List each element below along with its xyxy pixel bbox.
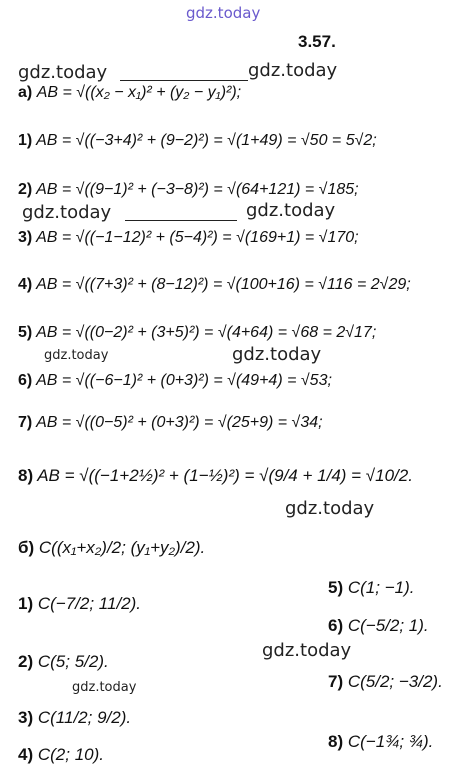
item-text: C(−7/2; 11/2). (37, 594, 142, 613)
item-text: C(5; 5/2). (37, 652, 109, 671)
formula-text: C((x₁+x₂)/2; (y₁+y₂)/2). (38, 538, 206, 557)
item-number: 8) (328, 732, 344, 751)
part-b-item-6 (328, 616, 429, 636)
underline-decoration (120, 80, 248, 81)
item-text: AB = √((7+3)² + (8−12)²) = √(100+16) = √116 = 2√29; (36, 276, 411, 293)
part-a-item-2 (18, 181, 359, 199)
item-text: C(−1¾; ¾). (347, 732, 434, 751)
watermark: gdz.today (262, 640, 352, 661)
part-a-item-1 (18, 132, 377, 150)
part-b-item-2 (18, 652, 109, 672)
item-text: AB = √((0−2)² + (3+5)²) = √(4+64) = √68 = 2√17; (36, 324, 377, 341)
item-text: AB = √((−1−12)² + (5−4)²) = √(169+1) = √170; (36, 229, 359, 246)
watermark: gdz.today (285, 498, 375, 519)
item-number: 2) (18, 181, 33, 198)
item-number: 7) (18, 414, 33, 431)
part-b-item-5 (328, 578, 414, 598)
part-b-item-1 (18, 594, 141, 614)
part-b-label: б) (18, 538, 35, 557)
item-number: 7) (328, 672, 344, 691)
item-text: AB = √((9−1)² + (−3−8)²) = √(64+121) = √185; (36, 181, 359, 198)
item-number: 8) (18, 466, 34, 485)
watermark: gdz.today (246, 200, 336, 221)
item-text: C(−5/2; 1). (347, 616, 429, 635)
part-a-formula (18, 84, 241, 102)
item-text: AB = √((0−5)² + (0+3)²) = √(25+9) = √34; (36, 414, 323, 431)
part-b-item-7 (328, 672, 443, 692)
underline-decoration (125, 220, 237, 221)
item-number: 3) (18, 708, 34, 727)
part-b-item-4 (18, 745, 104, 765)
part-b-item-3 (18, 708, 131, 728)
item-text: C(5/2; −3/2). (347, 672, 443, 691)
item-text: C(1; −1). (347, 578, 415, 597)
item-number: 4) (18, 745, 34, 764)
item-number: 5) (18, 324, 33, 341)
exercise-number: 3.57. (298, 32, 336, 51)
part-a-item-8 (18, 466, 413, 486)
item-text: AB = √((−3+4)² + (9−2)²) = √(1+49) = √50 = 5√2; (36, 132, 377, 149)
item-number: 5) (328, 578, 344, 597)
watermark: gdz.today (44, 348, 109, 363)
part-a-item-4 (18, 276, 411, 294)
formula-text: AB = √((x₂ − x₁)² + (y₂ − y₁)²); (36, 84, 242, 101)
watermark: gdz.today (232, 344, 322, 365)
part-a-item-7 (18, 414, 323, 432)
item-number: 2) (18, 652, 34, 671)
item-number: 6) (328, 616, 344, 635)
item-text: C(2; 10). (37, 745, 104, 764)
part-a-item-5 (18, 324, 376, 342)
watermark: gdz.today (248, 60, 338, 81)
item-text: AB = √((−6−1)² + (0+3)²) = √(49+4) = √53; (36, 372, 332, 389)
watermark: gdz.today (18, 62, 108, 83)
item-text: AB = √((−1+2½)² + (1−½)²) = √(9/4 + 1/4) = √10/2. (37, 466, 413, 485)
item-number: 3) (18, 229, 33, 246)
part-b-item-8 (328, 732, 433, 752)
watermark: gdz.today (72, 680, 137, 695)
watermark: gdz.today (22, 202, 112, 223)
part-b-formula (18, 538, 205, 558)
item-number: 4) (18, 276, 33, 293)
watermark-top: gdz.today (186, 4, 261, 22)
item-text: C(11/2; 9/2). (37, 708, 132, 727)
item-number: 6) (18, 372, 33, 389)
part-a-item-6 (18, 372, 332, 390)
part-a-item-3 (18, 229, 359, 247)
item-number: 1) (18, 132, 33, 149)
part-a-label: а) (18, 84, 33, 101)
item-number: 1) (18, 594, 34, 613)
